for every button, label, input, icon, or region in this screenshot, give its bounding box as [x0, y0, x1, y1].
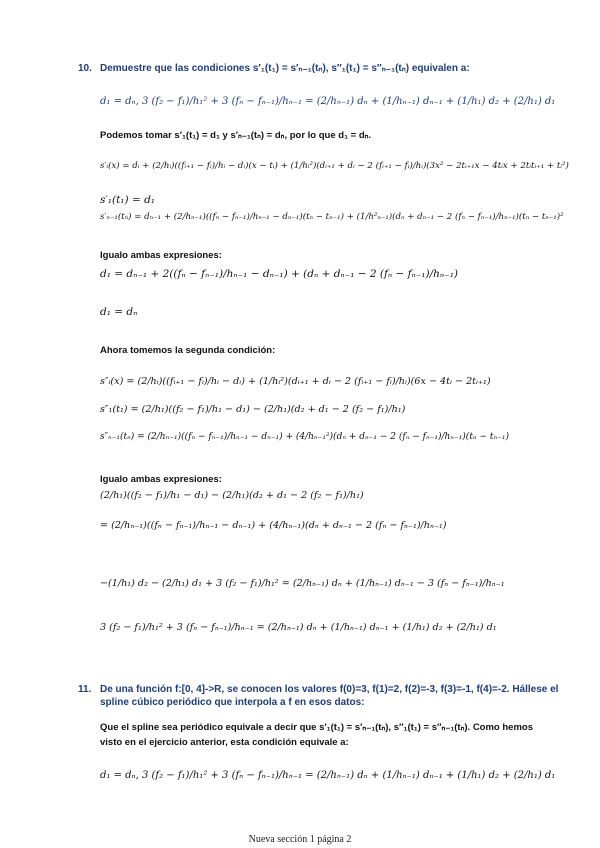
- second-condition-label: Ahora tomemos la segunda condición:: [100, 345, 276, 356]
- exercise-10-target-equation: d₁ = dₙ, 3 (f₂ − f₁)/h₁² + 3 (fₙ − fₙ₋₁)/hₙ₋₁ = (2/hₙ₋₁) dₙ + (1/hₙ₋₁) dₙ₋₁ + (1/h₁) d₂ + (2/h₁) d₁: [100, 96, 556, 107]
- result-d1-equals-dn: d₁ = dₙ: [100, 306, 138, 318]
- simplified-expression-1: −(1/h₁) d₂ − (2/h₁) d₁ + 3 (f₂ − f₁)/h₁² = (2/hₙ₋₁) dₙ + (1/hₙ₋₁) dₙ₋₁ − 3 (fₙ − fₙ₋₁)/hₙ₋₁: [100, 578, 505, 589]
- equate-label-2: Igualo ambas expresiones:: [100, 474, 222, 485]
- exercise-11-final-equation: d₁ = dₙ, 3 (f₂ − f₁)/h₁² + 3 (fₙ − fₙ₋₁)/hₙ₋₁ = (2/hₙ₋₁) dₙ + (1/hₙ₋₁) dₙ₋₁ + (1/h₁) d₂ + (2/h₁) d₁: [100, 770, 556, 781]
- page-footer: Nueva sección 1 página 2: [248, 834, 352, 845]
- equate-label-1: Igualo ambas expresiones:: [100, 250, 222, 261]
- exercise-11-statement-line-1: De una función f:[0, 4]->R, se conocen los valores f(0)=3, f(1)=2, f(2)=-3, f(3)=-1, f(4)=-2. Hállese el: [100, 684, 559, 695]
- second-derivative-at-t1: s″₁(t₁) = (2/h₁)((f₂ − f₁)/h₁ − d₁) − (2/h₁)(d₂ + d₁ − 2 (f₂ − f₁)/h₁): [100, 404, 406, 415]
- exercise-10-statement: Demuestre que las condiciones s′₁(t₁) = s′ₙ₋₁(tₙ), s″₁(t₁) = s″ₙ₋₁(tₙ) equivalen a:: [100, 63, 470, 74]
- exercise-11-text-line-2: visto en el ejercicio anterior, esta condición equivale a:: [100, 737, 349, 748]
- second-derivative-at-tn: s″ₙ₋₁(tₙ) = (2/hₙ₋₁)((fₙ − fₙ₋₁)/hₙ₋₁ − dₙ₋₁) + (4/hₙ₋₁²)(dₙ + dₙ₋₁ − 2 (fₙ − fₙ₋₁)/hₙ₋₁)(tₙ − tₙ₋₁): [100, 432, 509, 442]
- take-derivative-text: Podemos tomar s′₁(t₁) = d₁ y s′ₙ₋₁(tₙ) = dₙ, por lo que d₁ = dₙ.: [100, 130, 372, 141]
- simplified-expression-2: 3 (f₂ − f₁)/h₁² + 3 (fₙ − fₙ₋₁)/hₙ₋₁ = (2/hₙ₋₁) dₙ + (1/hₙ₋₁) dₙ₋₁ + (1/h₁) d₂ + (2/h₁) d₁: [100, 622, 497, 633]
- equated-second-derivatives-line-2: = (2/hₙ₋₁)((fₙ − fₙ₋₁)/hₙ₋₁ − dₙ₋₁) + (4/hₙ₋₁)(dₙ + dₙ₋₁ − 2 (fₙ − fₙ₋₁)/hₙ₋₁): [100, 520, 447, 531]
- exercise-11-statement-line-2: spline cúbico periódico que interpola a f en esos datos:: [100, 697, 365, 708]
- exercise-10-number: 10.: [78, 63, 92, 74]
- equated-second-derivatives-line-1: (2/h₁)((f₂ − f₁)/h₁ − d₁) − (2/h₁)(d₂ + d₁ − 2 (f₂ − f₁)/h₁): [100, 490, 364, 501]
- first-derivative-at-tn: s′ₙ₋₁(tₙ) = dₙ₋₁ + (2/hₙ₋₁)((fₙ − fₙ₋₁)/hₙ₋₁ − dₙ₋₁)(tₙ − tₙ₋₁) + (1/h²ₙ₋₁)(dₙ + dₙ₋₁ − 2 (fₙ − fₙ₋₁)/hₙ₋₁)(tₙ − tₙ₋₁)²: [100, 212, 564, 222]
- first-derivative-formula: s′ᵢ(x) = dᵢ + (2/hᵢ)((fᵢ₊₁ − fᵢ)/hᵢ − dᵢ)(x − tᵢ) + (1/hᵢ²)(dᵢ₊₁ + dᵢ − 2 (fᵢ₊₁ − fᵢ)/hᵢ)(3x² − 2tᵢ₊₁x − 4tᵢx + 2tᵢtᵢ₊₁ + tᵢ²): [100, 161, 569, 171]
- first-derivative-at-t1: s′₁(t₁) = d₁: [100, 194, 156, 206]
- equated-expression-1: d₁ = dₙ₋₁ + 2((fₙ − fₙ₋₁)/hₙ₋₁ − dₙ₋₁) + (dₙ + dₙ₋₁ − 2 (fₙ − fₙ₋₁)/hₙ₋₁): [100, 268, 459, 280]
- exercise-11-text-line-1: Que el spline sea periódico equivale a decir que s′₁(t₁) = s′ₙ₋₁(tₙ), s″₁(t₁) = s″ₙ₋₁(tₙ). Como hemos: [100, 722, 533, 733]
- exercise-11-number: 11.: [78, 684, 92, 695]
- second-derivative-formula: s″ᵢ(x) = (2/hᵢ)((fᵢ₊₁ − fᵢ)/hᵢ − dᵢ) + (1/hᵢ²)(dᵢ₊₁ + dᵢ − 2 (fᵢ₊₁ − fᵢ)/hᵢ)(6x − 4tᵢ − 2tᵢ₊₁): [100, 376, 491, 387]
